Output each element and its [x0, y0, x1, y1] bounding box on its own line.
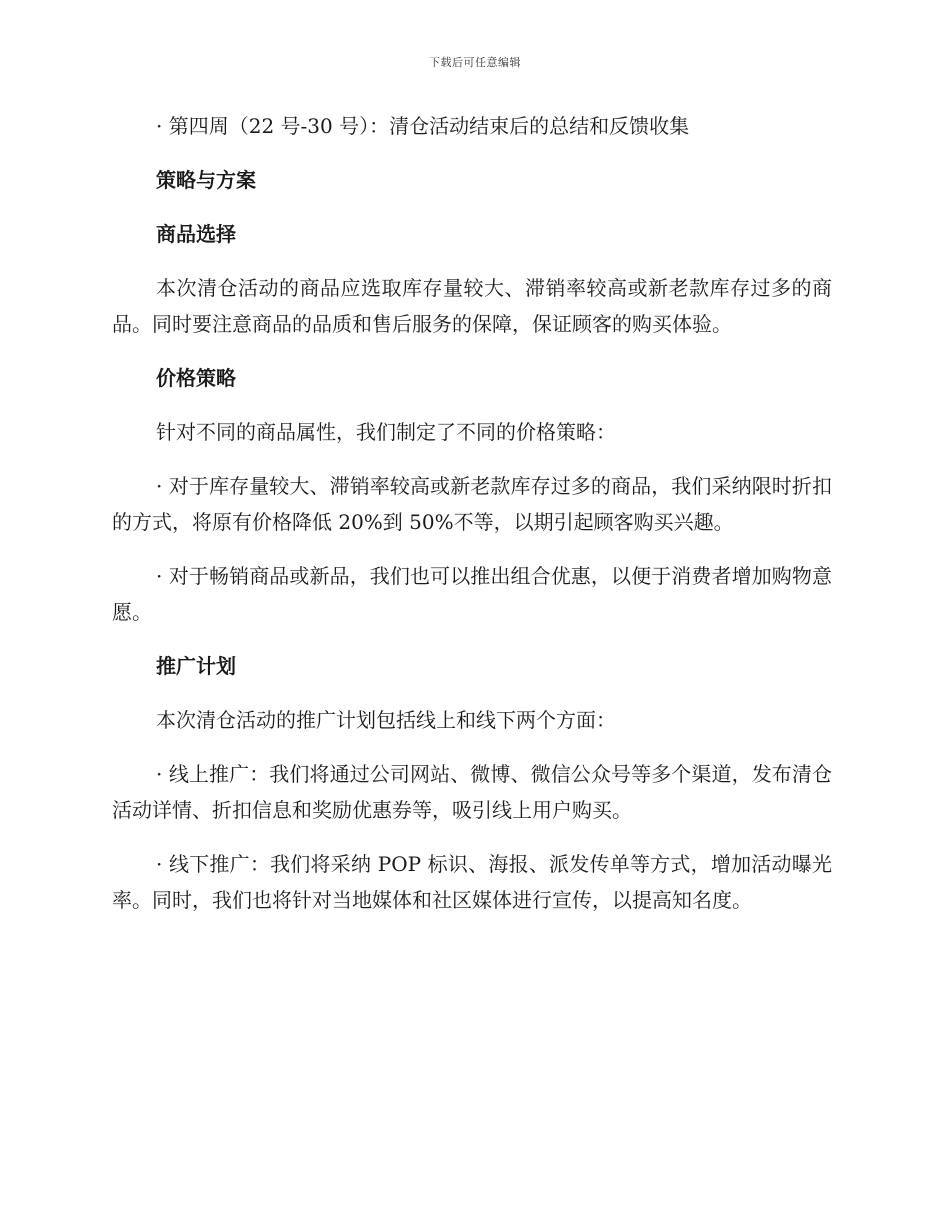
promotion-intro: 本次清仓活动的推广计划包括线上和线下两个方面： [156, 708, 616, 732]
header-note: 下载后可任意编辑 [429, 56, 521, 69]
heading-strategy: 策略与方案 [156, 168, 256, 192]
promotion-online: · 线上推广：我们将通过公司网站、微博、微信公众号等多个渠道，发布清仓活动详情、折扣信息和奖励优惠券等，吸引线上用户购买。 [112, 762, 832, 822]
product-selection-text: 本次清仓活动的商品应选取库存量较大、滞销率较高或新老款库存过多的商品。同时要注意商品的品质和售后服务的保障，保证顾客的购买体验。 [112, 276, 832, 336]
document-body [112, 108, 832, 918]
price-item-discount: · 对于库存量较大、滞销率较高或新老款库存过多的商品，我们采纳限时折扣的方式，将原有价格降低 20%到 50%不等，以期引起顾客购买兴趣。 [112, 474, 832, 534]
heading-promotion-plan: 推广计划 [156, 654, 236, 678]
week4-item: · 第四周（22 号-30 号）：清仓活动结束后的总结和反馈收集 [156, 114, 690, 138]
price-intro: 针对不同的商品属性，我们制定了不同的价格策略： [156, 420, 616, 444]
price-item-bundle: · 对于畅销商品或新品，我们也可以推出组合优惠，以便于消费者增加购物意愿。 [112, 564, 832, 624]
heading-price-strategy: 价格策略 [156, 366, 236, 390]
promotion-offline: · 线下推广：我们将采纳 POP 标识、海报、派发传单等方式，增加活动曝光率。同时，我们也将针对当地媒体和社区媒体进行宣传，以提高知名度。 [112, 852, 832, 912]
heading-product-selection: 商品选择 [156, 222, 236, 246]
